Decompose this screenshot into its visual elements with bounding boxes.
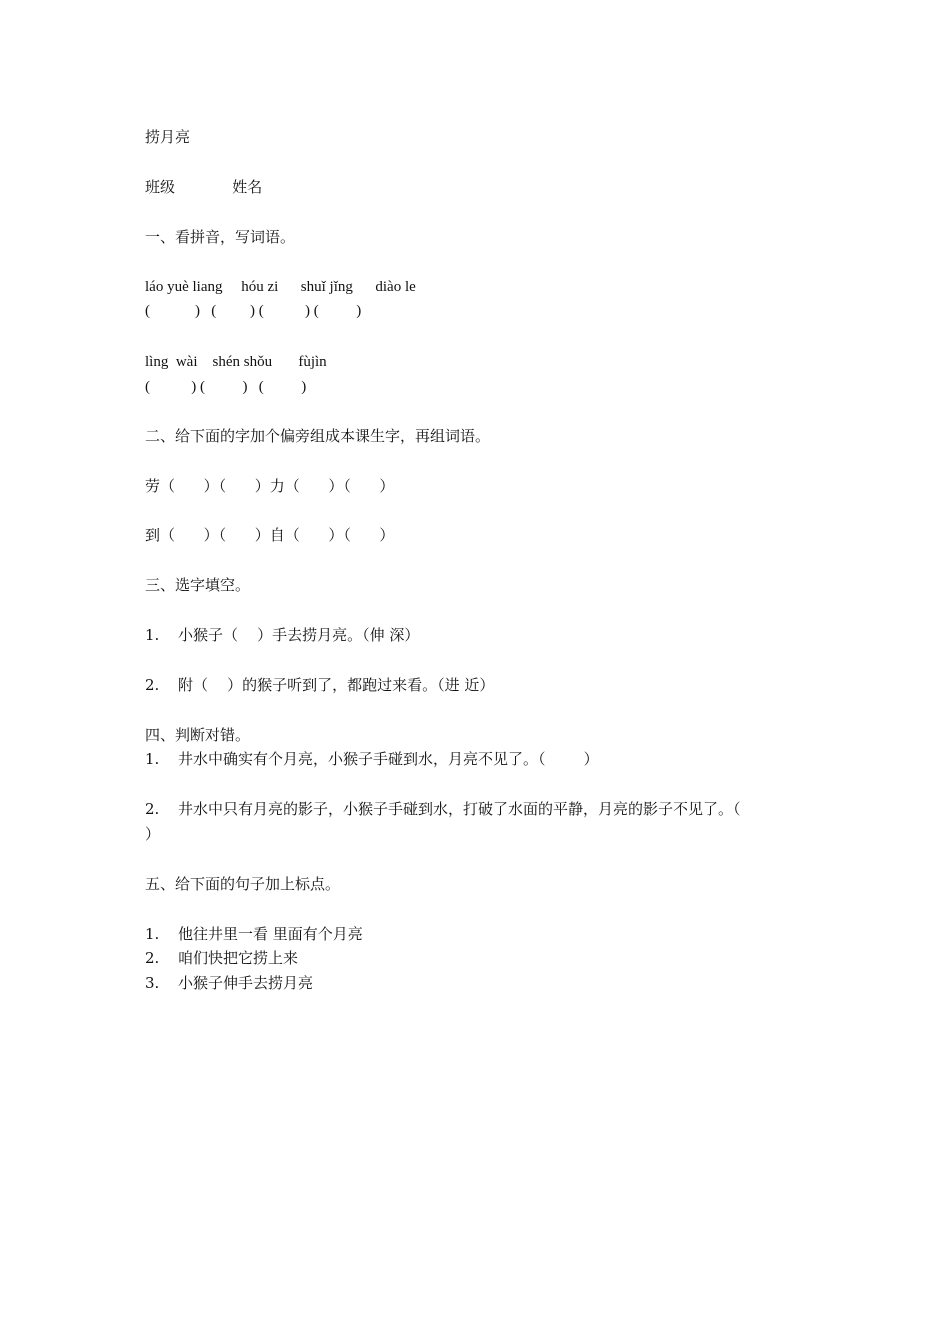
section4-heading: 四、判断对错。 — [145, 726, 251, 744]
section1-blanks-row2: ( ) ( ) ( ) — [145, 379, 307, 395]
section5-item1-text: 他往井里一看 里面有个月亮 — [178, 925, 363, 943]
section5-heading: 五、给下面的句子加上标点。 — [145, 875, 341, 893]
section3-item2-number: 2. — [145, 676, 160, 694]
section4-item2-text: 井水中只有月亮的影子，小猴子手碰到水，打破了水面的平静，月亮的影子不见了。（ — [178, 800, 741, 818]
section5-item2-number: 2. — [145, 949, 160, 967]
section1-blanks-row1: ( ) ( ) ( ) ( ) — [145, 303, 362, 319]
section4-item1-text: 井水中确实有个月亮，小猴子手碰到水，月亮不见了。（ ） — [178, 750, 599, 768]
section2-row2: 到（ ）（ ）自（ ）（ ） — [145, 526, 395, 544]
section3-heading: 三、选字填空。 — [145, 576, 251, 594]
section3-item2-text: 附（ ）的猴子听到了，都跑过来看。（进 近） — [178, 676, 495, 694]
section4-item1-number: 1. — [145, 750, 160, 768]
section5-item1-number: 1. — [145, 925, 160, 943]
section1-heading: 一、看拼音，写词语。 — [145, 228, 296, 246]
section5-item2-text: 咱们快把它捞上来 — [178, 949, 299, 967]
document-title: 捞月亮 — [145, 128, 191, 146]
section1-pinyin-row1: láo yuè liang hóu zi shuǐ jǐng diào le — [145, 279, 416, 295]
section3-item1-text: 小猴子（ ）手去捞月亮。（伸 深） — [178, 626, 420, 644]
section1-pinyin-row2: lìng wài shén shǒu fùjìn — [145, 354, 327, 370]
section4-item2-continuation: ） — [145, 825, 161, 843]
section5-item3-text: 小猴子伸手去捞月亮 — [178, 974, 314, 992]
class-name-line: 班级 姓名 — [145, 178, 263, 196]
section4-item2-number: 2. — [145, 800, 160, 818]
section3-item1-number: 1. — [145, 626, 160, 644]
section5-item3-number: 3. — [145, 974, 160, 992]
section2-row1: 劳（ ）（ ）力（ ）（ ） — [145, 477, 395, 495]
section2-heading: 二、给下面的字加个偏旁组成本课生字，再组词语。 — [145, 427, 491, 445]
